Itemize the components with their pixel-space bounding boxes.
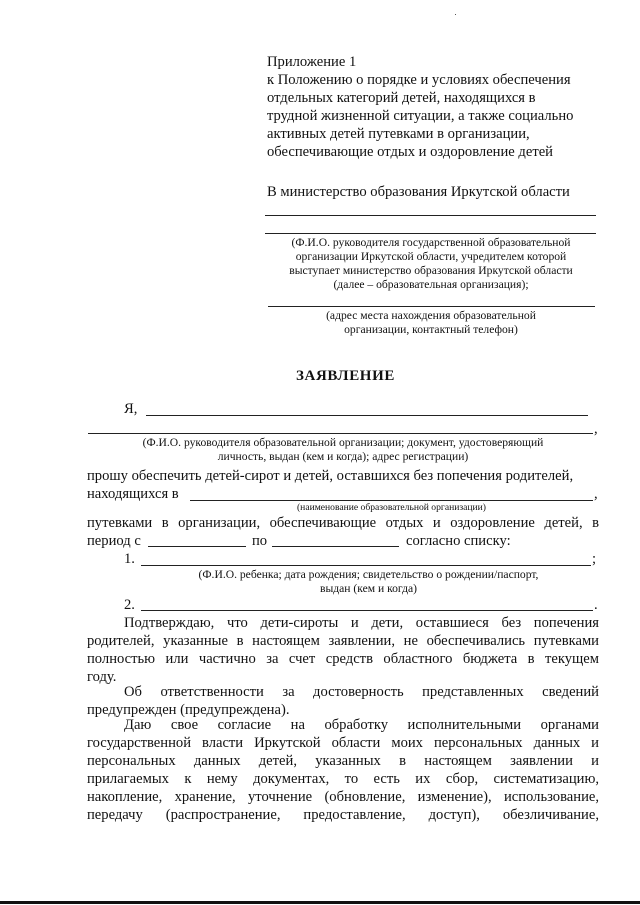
period-from-fill — [148, 546, 246, 547]
page-bottom-edge — [0, 901, 640, 904]
address-caption: организации, контактный телефон) — [344, 323, 518, 336]
addressee-fill-line — [265, 215, 596, 216]
org-comma: , — [594, 486, 598, 502]
period-label: период с — [87, 533, 141, 549]
appendix-line: трудной жизненной ситуации, а также социально — [267, 108, 574, 124]
list-item-number: 2. — [124, 597, 135, 613]
request-line: прошу обеспечить детей-сирот и детей, оставшихся без попечения родителей, — [87, 468, 574, 484]
consent-line: прилагаемых к нему документах, то есть их сбор, систематизацию, — [87, 771, 599, 787]
period-to-label: по — [252, 533, 268, 549]
ya-label: Я, — [124, 401, 138, 417]
consent-line: Даю свое согласие на обработку исполнительными органами — [124, 717, 599, 733]
scan-speck — [455, 14, 456, 15]
fio-fill-line — [146, 415, 588, 416]
appendix-line: отдельных категорий детей, находящихся в — [267, 90, 536, 106]
per-list-label: согласно списку: — [406, 533, 511, 549]
period-to-fill — [272, 546, 399, 547]
consent-line: передачу (распространение, предоставление, доступ), обезличивание, — [87, 807, 599, 823]
org-fill-line — [190, 500, 593, 501]
consent-line: накопление, хранение, уточнение (обновление, изменение), использование, — [87, 789, 599, 805]
confirm-line: родителей, указанные в настоящем заявлении, не обеспечивались путевками — [87, 633, 599, 649]
statement-title: ЗАЯВЛЕНИЕ — [296, 368, 395, 384]
confirm-line: году. — [87, 669, 117, 685]
item2-period: . — [594, 597, 598, 613]
director-caption: (далее – образовательная организация); — [333, 278, 529, 291]
child-fill-line-2 — [141, 610, 593, 611]
consent-line: государственной власти Иркутской области моих персональных данных и — [87, 735, 599, 751]
addressee-to: В министерство образования Иркутской области — [267, 184, 570, 200]
located-in-label: находящихся в — [87, 486, 179, 502]
address-fill-line — [268, 306, 595, 307]
org-caption: (наименование образовательной организации) — [296, 502, 487, 513]
fio-caption: личность, выдан (кем и когда); адрес регистрации) — [217, 450, 469, 463]
director-caption: организации Иркутской области, учредителем которой — [295, 250, 567, 263]
responsibility-line: Об ответственности за достоверность представленных сведений — [124, 684, 599, 700]
child-fill-line — [141, 565, 591, 566]
confirm-line: полностью или частично за счет средств областного бюджета в текущем — [87, 651, 599, 667]
director-caption: (Ф.И.О. руководителя государственной образовательной — [291, 236, 571, 249]
child-caption: (Ф.И.О. ребенка; дата рождения; свидетельство о рождении/паспорт, — [198, 568, 539, 581]
appendix-line: к Положению о порядке и условиях обеспечения — [267, 72, 571, 88]
child-caption: выдан (кем и когда) — [319, 582, 418, 595]
fio-fill-line-2 — [88, 433, 593, 434]
item1-semicolon: ; — [592, 551, 597, 567]
consent-line: персональных данных детей, указанных в настоящем заявлении и — [87, 753, 599, 769]
responsibility-line: предупрежден (предупреждена). — [87, 702, 290, 718]
fio-caption: (Ф.И.О. руководителя образовательной организации; документ, удостоверяющий — [142, 436, 544, 449]
appendix-title: Приложение 1 — [267, 54, 357, 70]
director-caption: выступает министерство образования Иркутской области — [289, 264, 573, 277]
addressee-fill-line — [265, 233, 596, 234]
appendix-line: активных детей путевками в организации, — [267, 126, 530, 142]
appendix-line: обеспечивающие отдых и оздоровление детей — [267, 144, 553, 160]
confirm-line: Подтверждаю, что дети-сироты и дети, оставшиеся без попечения — [124, 615, 599, 631]
fio-comma: , — [594, 421, 598, 437]
list-item-number: 1. — [124, 551, 135, 567]
vouchers-line: путевками в организации, обеспечивающие отдых и оздоровление детей, в — [87, 515, 599, 531]
address-caption: (адрес места нахождения образовательной — [326, 309, 536, 322]
